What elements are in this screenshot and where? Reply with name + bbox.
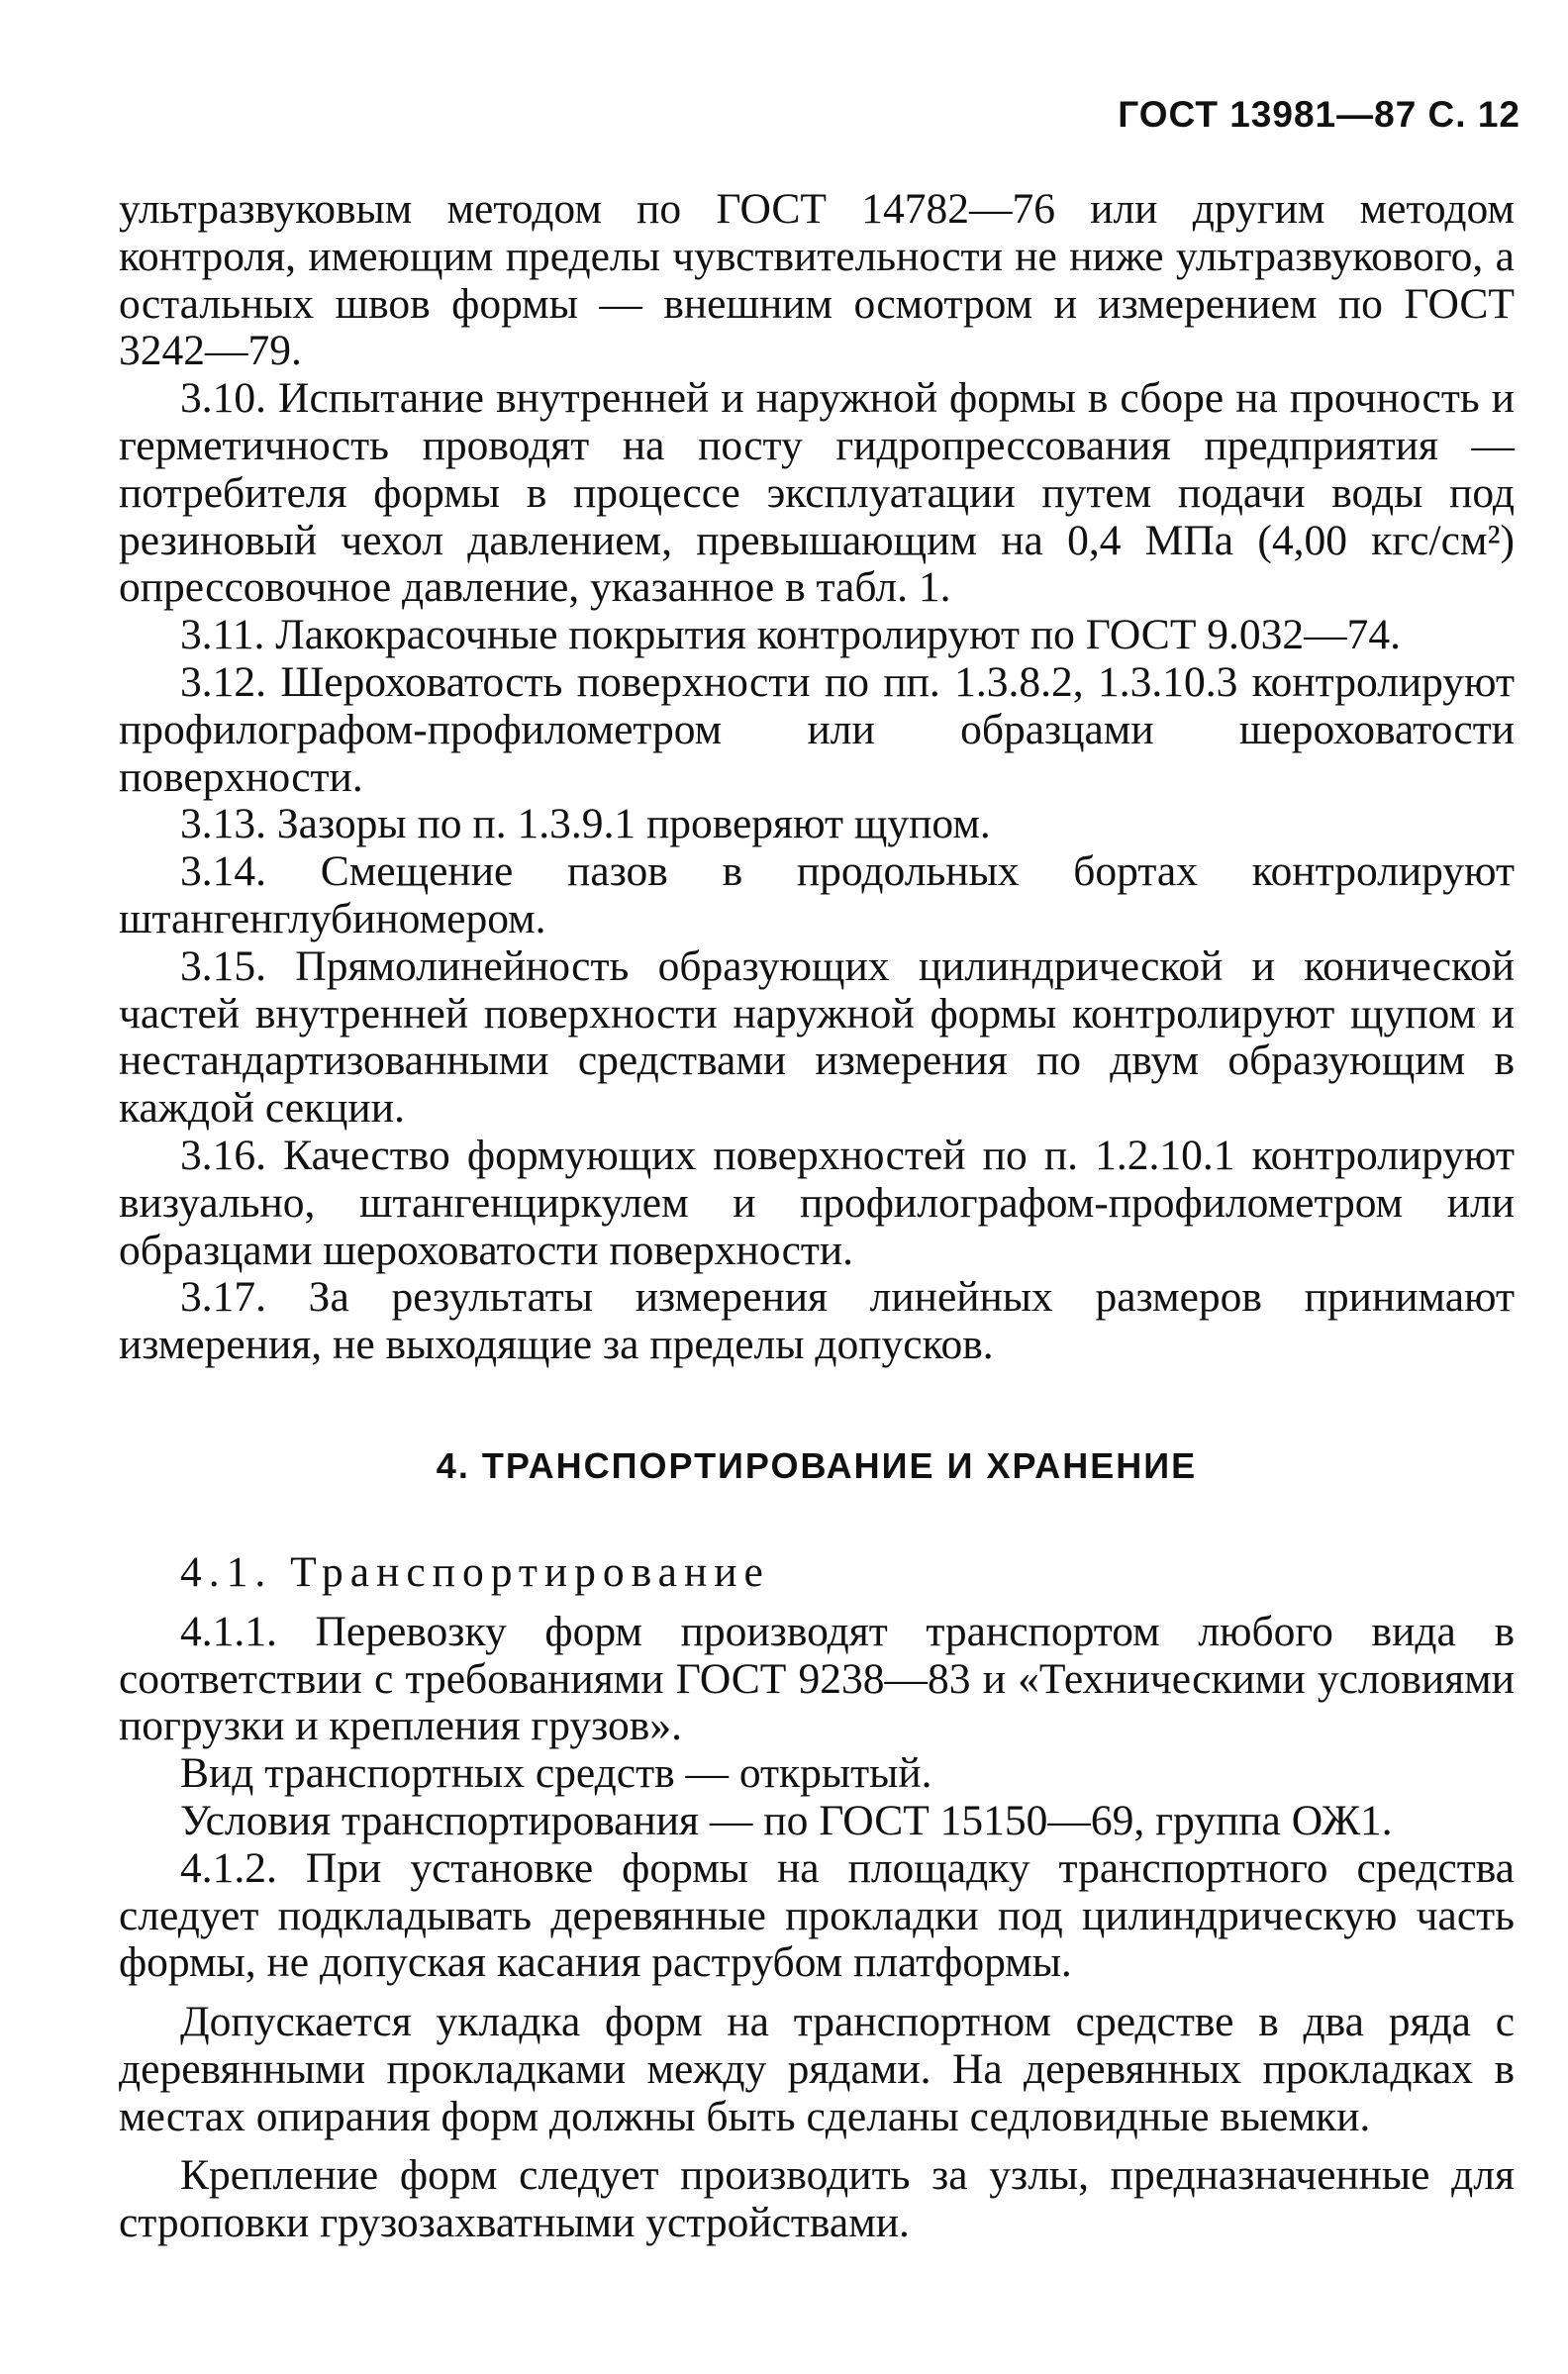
paragraph-3-10: 3.10. Испытание внутренней и наружной формы в сборе на прочность и герметичность проводят на посту гидропрессования предприятия — потребителя формы в процессе эксплуатации путем подачи воды под резиновый чехол давлением, превышающим на 0,4 МПа (4,00 кгс/см²) опрессовочное давление, указанное в табл. 1. <box>119 374 1515 612</box>
paragraph-3-11: 3.11. Лакокрасочные покрытия контролируют по ГОСТ 9.032—74. <box>180 611 1402 659</box>
paragraph-3-14: 3.14. Смещение пазов в продольных бортах контролируют штангенглубиномером. <box>119 847 1515 942</box>
paragraph-3-12: 3.12. Шероховатость поверхности по пп. 1.3.8.2, 1.3.10.3 контролируют профилографом-профилометром или образцами шероховатости поверхности. <box>119 657 1515 801</box>
subsection-title: 4.1. Транспортирование <box>180 1547 770 1596</box>
running-header: ГОСТ 13981—87 С. 12 <box>1118 94 1520 135</box>
paragraph-4-1-1: 4.1.1. Перевозку форм производят транспортом любого вида в соответствии с требованиями ГОСТ 9238—83 и «Техническими условиями погрузки и крепления грузов». <box>119 1607 1515 1750</box>
paragraph-4-1-2: 4.1.2. При установке формы на площадку транспортного средства следует подкладывать деревянные прокладки под цилиндрическую часть формы, не допуская касания раструбом платформы. <box>119 1843 1515 1987</box>
paragraph-stacking: Допускается укладка форм на транспортном средстве в два ряда с деревянными прокладками между рядами. На деревянных прокладках в местах опирания форм должны быть сделаны седловидные выемки. <box>119 1998 1515 2140</box>
paragraph-3-16: 3.16. Качество формующих поверхностей по п. 1.2.10.1 контролируют визуально, штангенциркулем и профилографом-профилометром или образцами шероховатости поверхности. <box>119 1131 1515 1274</box>
paragraph-continuation: ультразвуковым методом по ГОСТ 14782—76 или другим методом контроля, имеющим пределы чувствительности не ниже ультразвукового, а остальных швов формы — внешним осмотром и измерением по ГОСТ 3242—79. <box>119 185 1515 375</box>
paragraph-3-15: 3.15. Прямолинейность образующих цилиндрической и конической частей внутренней поверхности наружной формы контролируют щупом и нестандартизованными средствами измерения по двум образующим в каждой секции. <box>119 941 1515 1133</box>
paragraph-3-13: 3.13. Зазоры по п. 1.3.9.1 проверяют щупом. <box>180 800 991 848</box>
document-body <box>119 186 1515 2247</box>
paragraph-3-17: 3.17. За результаты измерения линейных размеров принимают измерения, не выходящие за пределы допусков. <box>119 1273 1515 1369</box>
section-title: 4. ТРАНСПОРТИРОВАНИЕ И ХРАНЕНИЕ <box>436 1444 1198 1486</box>
paragraph-transport-conditions: Условия транспортирования — по ГОСТ 15150—69, группа ОЖ1. <box>180 1796 1393 1844</box>
paragraph-fastening: Крепление форм следует производить за узлы, предназначенные для строповки грузозахватными устройствами. <box>119 2151 1515 2247</box>
paragraph-vehicle-type: Вид транспортных средств — открытый. <box>180 1749 932 1798</box>
